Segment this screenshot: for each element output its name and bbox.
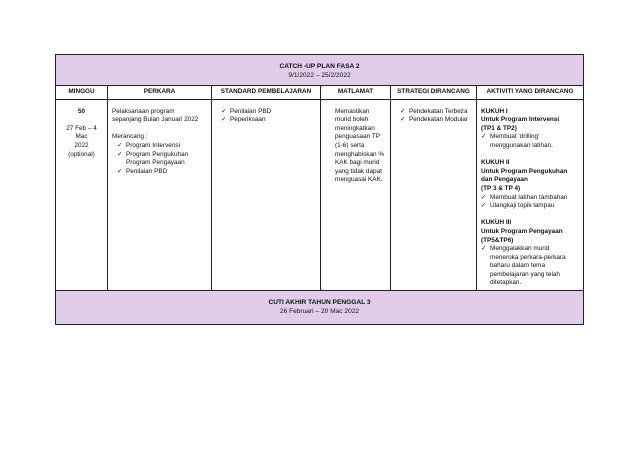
list-item: ✓ Membuat latihan tambahan xyxy=(481,193,568,201)
plan-title: CATCH -UP PLAN FASA 2 xyxy=(279,63,360,70)
col-minggu: MINGGU xyxy=(56,86,108,100)
standard-cell xyxy=(212,100,321,294)
list-item: ✓ Menggalakkan murid xyxy=(481,245,550,253)
list-item: ✓ Ulangkaji topik lampau xyxy=(481,202,555,210)
matlamat-cell: Memastikan murid boleh meningkatkan penguasaan TP (1-6) serta menghabiskan % KAK bagi murid yang tidak dapat menguasai KAK. xyxy=(321,100,391,294)
list-item: ✓ Membuat 'drilling' xyxy=(481,133,540,141)
list-item: ✓ Pendekatan Terbeza xyxy=(400,107,468,115)
kukuh-3-title: KUKUH III xyxy=(481,219,512,227)
cuti-header xyxy=(56,291,583,324)
list-item: Program Pengayaan xyxy=(126,159,185,167)
aktiviti-cell: KUKUH I Untuk Program Intervensi (TP1 & TP2) ✓ Membuat 'drilling' menggunakan latihan. KUKUH II Untuk Program Pengukuhan dan Pengayaan (TP 3 & TP 4) ✓ Membuat latihan tambahan ✓ Ulangkaji topik lampau KUKUH III Untuk Program Pengayaan (TP5&TP6) ✓ Menggalakkan murid meneroka perkara-perkara baharu dalam tema pembelajaran yang telah ditetapkan. xyxy=(477,100,583,294)
col-aktiviti: AKTIVITI YANG DIRANCANG xyxy=(477,86,583,100)
kukuh-2-title: KUKUH II xyxy=(481,159,510,167)
list-item: ✓ Pendekatan Modular xyxy=(400,116,468,124)
strategi-cell xyxy=(391,100,477,294)
list-item: ✓ Program Pengukuhan xyxy=(117,150,189,158)
plan-header xyxy=(56,55,583,86)
check-icon: ✓ xyxy=(117,167,123,175)
perkara-merancang: Merancang : xyxy=(112,133,148,141)
check-icon: ✓ xyxy=(481,133,487,141)
week-date-2: Mac xyxy=(75,133,88,141)
list-item: ✓ Penilaian PBD xyxy=(117,167,168,175)
list-item: ✓ Program Intervensi xyxy=(117,141,180,149)
check-icon: ✓ xyxy=(117,150,123,158)
minggu-cell xyxy=(56,100,108,294)
check-icon: ✓ xyxy=(481,245,487,253)
check-icon: ✓ xyxy=(481,193,487,201)
col-strategi: STRATEGI DIRANCANG xyxy=(391,86,477,100)
week-number: 50 xyxy=(77,107,86,115)
week-note: (optional) xyxy=(68,150,95,158)
list-item: ✓ Penilaian PBD xyxy=(221,107,272,115)
table-row xyxy=(56,100,583,294)
check-icon: ✓ xyxy=(117,141,123,149)
cuti-table xyxy=(55,290,584,325)
col-matlamat: MATLAMAT xyxy=(321,86,391,100)
plan-dates: 9/1/2022 – 25/2/2022 xyxy=(288,72,351,79)
col-standard: STANDARD PEMBELAJARAN xyxy=(212,86,321,100)
perkara-line-1: Pelaksanaan program xyxy=(112,107,175,115)
perkara-cell xyxy=(108,100,212,294)
cuti-dates: 26 Februari – 20 Mac 2022 xyxy=(279,308,360,315)
week-year: 2022 xyxy=(74,141,89,149)
check-icon: ✓ xyxy=(221,107,227,115)
check-icon: ✓ xyxy=(221,116,227,124)
col-perkara: PERKARA xyxy=(108,86,212,100)
column-header-row xyxy=(56,86,583,100)
check-icon: ✓ xyxy=(400,107,406,115)
check-icon: ✓ xyxy=(400,116,406,124)
kukuh-1-title: KUKUH I xyxy=(481,107,508,115)
week-date-1: 27 Feb – 4 xyxy=(66,124,97,132)
check-icon: ✓ xyxy=(481,202,487,210)
catch-up-plan-table xyxy=(55,54,584,295)
perkara-line-2: sepanjang Bulan Januari 2022 xyxy=(112,116,199,124)
list-item: ✓ Peperiksaan xyxy=(221,116,266,124)
cuti-title: CUTI AKHIR TAHUN PENGGAL 3 xyxy=(268,299,371,306)
